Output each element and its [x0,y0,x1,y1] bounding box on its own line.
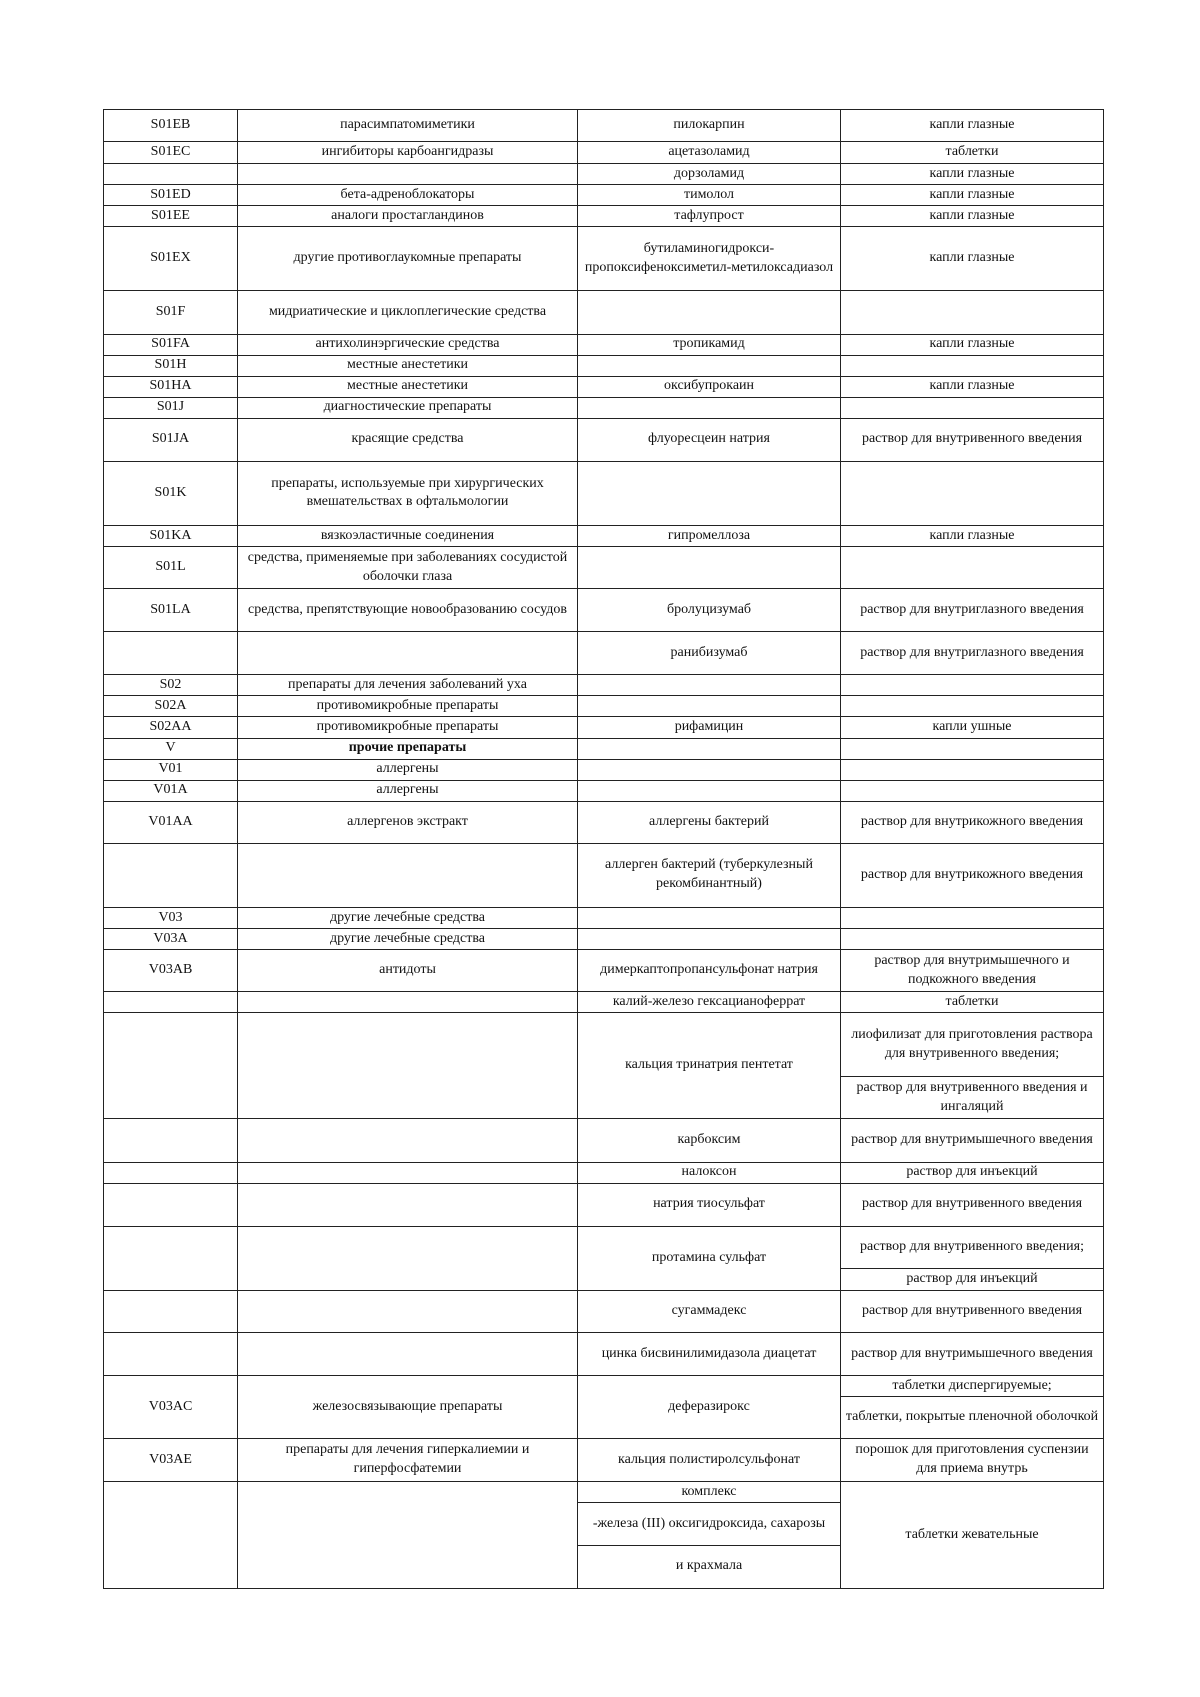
atc-code: S01J [104,397,238,418]
atc-code: S01EE [104,206,238,227]
table-row [104,142,1104,164]
dosage-form [841,929,1104,950]
drug-name: калий-железо гексацианоферрат [578,992,841,1013]
atc-code [104,632,238,675]
table-row [104,1482,1104,1503]
drug-name: комплекс [578,1482,841,1503]
table-row [104,376,1104,397]
drug-name: оксибупрокаин [578,376,841,397]
drug-name: димеркаптопропансульфонат натрия [578,950,841,992]
table-row [104,1119,1104,1162]
atc-code: V [104,738,238,759]
table-row [104,1439,1104,1482]
drug-name: бутиламиногидрокси-пропоксифеноксиметил-метилоксадиазол [578,227,841,291]
dosage-form: лиофилизат для приготовления раствора для внутривенного введения; [841,1013,1104,1077]
table-row [104,1333,1104,1376]
dosage-form [841,355,1104,376]
atc-group [238,1290,578,1332]
atc-code: S01ED [104,185,238,206]
atc-group: бета-адреноблокаторы [238,185,578,206]
atc-group [238,1226,578,1290]
atc-code: V01AA [104,801,238,843]
drug-name [578,907,841,928]
atc-group: препараты для лечения заболеваний уха [238,675,578,696]
atc-code: V03AE [104,1439,238,1482]
atc-group: диагностические препараты [238,397,578,418]
drug-name: тропикамид [578,334,841,355]
table-row [104,907,1104,928]
dosage-form: раствор для внутривенного введения и ингаляций [841,1077,1104,1119]
table-row [104,291,1104,334]
drug-name [578,929,841,950]
dosage-form [841,291,1104,334]
atc-group [238,992,578,1013]
atc-code: S01HA [104,376,238,397]
atc-code: S02A [104,696,238,717]
atc-code [104,843,238,907]
dosage-form [841,547,1104,589]
atc-group: противомикробные препараты [238,696,578,717]
atc-code: S01K [104,461,238,525]
drug-name: протамина сульфат [578,1226,841,1290]
atc-code: V03A [104,929,238,950]
drug-name [578,291,841,334]
drug-name: гипромеллоза [578,526,841,547]
atc-group [238,1119,578,1162]
table-row [104,164,1104,185]
drug-name: пилокарпин [578,110,841,142]
table-row [104,589,1104,632]
table-row [104,717,1104,738]
atc-code: V03AB [104,950,238,992]
table-row [104,227,1104,291]
atc-group [238,1333,578,1376]
atc-group: местные анестетики [238,376,578,397]
table-row [104,547,1104,589]
dosage-form: раствор для внутрикожного введения [841,843,1104,907]
atc-code [104,164,238,185]
atc-group: антидоты [238,950,578,992]
dosage-form: таблетки [841,142,1104,164]
atc-group: средства, применяемые при заболеваниях сосудистой оболочки глаза [238,547,578,589]
atc-code [104,1482,238,1589]
drug-name: тафлупрост [578,206,841,227]
table-row [104,759,1104,780]
atc-group: аналоги простагландинов [238,206,578,227]
dosage-form [841,675,1104,696]
drug-name [578,780,841,801]
atc-code [104,1162,238,1183]
dosage-form [841,780,1104,801]
table-row [104,1376,1104,1397]
table-row [104,185,1104,206]
drug-name: тимолол [578,185,841,206]
table-row [104,632,1104,675]
atc-group: препараты для лечения гиперкалиемии и гиперфосфатемии [238,1439,578,1482]
atc-group: препараты, используемые при хирургических вмешательствах в офтальмологии [238,461,578,525]
atc-code: S01EX [104,227,238,291]
atc-group: другие лечебные средства [238,929,578,950]
table-row [104,355,1104,376]
atc-code [104,1183,238,1226]
table-row [104,1226,1104,1268]
dosage-form [841,397,1104,418]
atc-group: другие лечебные средства [238,907,578,928]
atc-group: антихолинэргические средства [238,334,578,355]
atc-group: аллергены [238,780,578,801]
drug-name: натрия тиосульфат [578,1183,841,1226]
drug-name: -железа (III) оксигидроксида, сахарозы [578,1503,841,1545]
table-row [104,992,1104,1013]
drug-name: ацетазоламид [578,142,841,164]
dosage-form: таблетки [841,992,1104,1013]
drug-name [578,397,841,418]
drug-name: и крахмала [578,1545,841,1588]
atc-code [104,1333,238,1376]
table-row [104,1162,1104,1183]
table-row [104,461,1104,525]
table-row [104,738,1104,759]
atc-code [104,992,238,1013]
atc-code [104,1226,238,1290]
table-row [104,929,1104,950]
drug-name: сугаммадекс [578,1290,841,1332]
atc-group: красящие средства [238,418,578,461]
dosage-form: таблетки диспергируемые; [841,1376,1104,1397]
atc-group: аллергенов экстракт [238,801,578,843]
atc-code: V03AC [104,1376,238,1439]
table-row [104,801,1104,843]
table-row [104,1013,1104,1077]
atc-code [104,1290,238,1332]
atc-code: S01EC [104,142,238,164]
drug-name: аллерген бактерий (туберкулезный рекомбинантный) [578,843,841,907]
dosage-form: раствор для внутриглазного введения [841,589,1104,632]
atc-code: S01L [104,547,238,589]
dosage-form [841,759,1104,780]
drug-name [578,738,841,759]
dosage-form: капли глазные [841,185,1104,206]
atc-code: V03 [104,907,238,928]
atc-group: ингибиторы карбоангидразы [238,142,578,164]
atc-code: S01H [104,355,238,376]
atc-group [238,164,578,185]
drug-name: кальция полистиролсульфонат [578,1439,841,1482]
dosage-form: капли глазные [841,164,1104,185]
table-row [104,418,1104,461]
atc-group [238,1482,578,1589]
atc-group: прочие препараты [238,738,578,759]
table-row [104,1183,1104,1226]
dosage-form: раствор для внутривенного введения [841,1183,1104,1226]
atc-group: мидриатические и циклоплегические средства [238,291,578,334]
dosage-form: раствор для внутримышечного введения [841,1333,1104,1376]
drug-name: карбоксим [578,1119,841,1162]
table-row [104,397,1104,418]
atc-code: S01LA [104,589,238,632]
table-row [104,843,1104,907]
table-row [104,526,1104,547]
dosage-form [841,696,1104,717]
drug-name: цинка бисвинилимидазола диацетат [578,1333,841,1376]
drug-name [578,355,841,376]
drug-name: налоксон [578,1162,841,1183]
atc-group: аллергены [238,759,578,780]
drug-name: флуоресцеин натрия [578,418,841,461]
atc-group [238,1183,578,1226]
dosage-form: капли глазные [841,227,1104,291]
atc-code: S01KA [104,526,238,547]
dosage-form: раствор для инъекций [841,1162,1104,1183]
table-row [104,696,1104,717]
drug-name: деферазирокс [578,1376,841,1439]
atc-group: парасимпатомиметики [238,110,578,142]
dosage-form: капли глазные [841,376,1104,397]
drug-name: бролуцизумаб [578,589,841,632]
dosage-form [841,461,1104,525]
drug-name [578,461,841,525]
table-row [104,206,1104,227]
atc-code: S01EB [104,110,238,142]
atc-group: другие противоглаукомные препараты [238,227,578,291]
table-row [104,950,1104,992]
atc-group: местные анестетики [238,355,578,376]
dosage-form: раствор для внутривенного введения; [841,1226,1104,1268]
dosage-form: раствор для внутриглазного введения [841,632,1104,675]
drug-name [578,696,841,717]
atc-code [104,1119,238,1162]
dosage-form: раствор для внутримышечного и подкожного введения [841,950,1104,992]
dosage-form [841,738,1104,759]
dosage-form: таблетки жевательные [841,1482,1104,1589]
dosage-form: раствор для внутривенного введения [841,1290,1104,1332]
drug-name: дорзоламид [578,164,841,185]
atc-code: V01A [104,780,238,801]
drug-name [578,675,841,696]
atc-code: S01FA [104,334,238,355]
dosage-form: таблетки, покрытые пленочной оболочкой [841,1397,1104,1439]
drug-name: ранибизумаб [578,632,841,675]
atc-group [238,1013,578,1119]
dosage-form [841,907,1104,928]
atc-group: средства, препятствующие новообразованию сосудов [238,589,578,632]
table-row [104,334,1104,355]
dosage-form: капли глазные [841,206,1104,227]
dosage-form: порошок для приготовления суспензии для приема внутрь [841,1439,1104,1482]
dosage-form: капли глазные [841,526,1104,547]
atc-group: вязкоэластичные соединения [238,526,578,547]
atc-code: V01 [104,759,238,780]
dosage-form: раствор для внутримышечного введения [841,1119,1104,1162]
table-row [104,1290,1104,1332]
atc-code: S02AA [104,717,238,738]
dosage-form: раствор для внутрикожного введения [841,801,1104,843]
atc-code: S01JA [104,418,238,461]
dosage-form: капли глазные [841,110,1104,142]
dosage-form: капли ушные [841,717,1104,738]
dosage-form: капли глазные [841,334,1104,355]
atc-code [104,1013,238,1119]
drug-name: рифамицин [578,717,841,738]
atc-code: S02 [104,675,238,696]
drug-name: аллергены бактерий [578,801,841,843]
drug-name [578,759,841,780]
table-row [104,675,1104,696]
atc-group: противомикробные препараты [238,717,578,738]
dosage-form: раствор для инъекций [841,1268,1104,1290]
atc-code: S01F [104,291,238,334]
table-row [104,110,1104,142]
atc-group [238,1162,578,1183]
table-row [104,780,1104,801]
atc-group [238,843,578,907]
drug-name: кальция тринатрия пентетат [578,1013,841,1119]
dosage-form: раствор для внутривенного введения [841,418,1104,461]
drug-name [578,547,841,589]
drug-classification-table [103,109,1104,1589]
atc-group: железосвязывающие препараты [238,1376,578,1439]
atc-group [238,632,578,675]
